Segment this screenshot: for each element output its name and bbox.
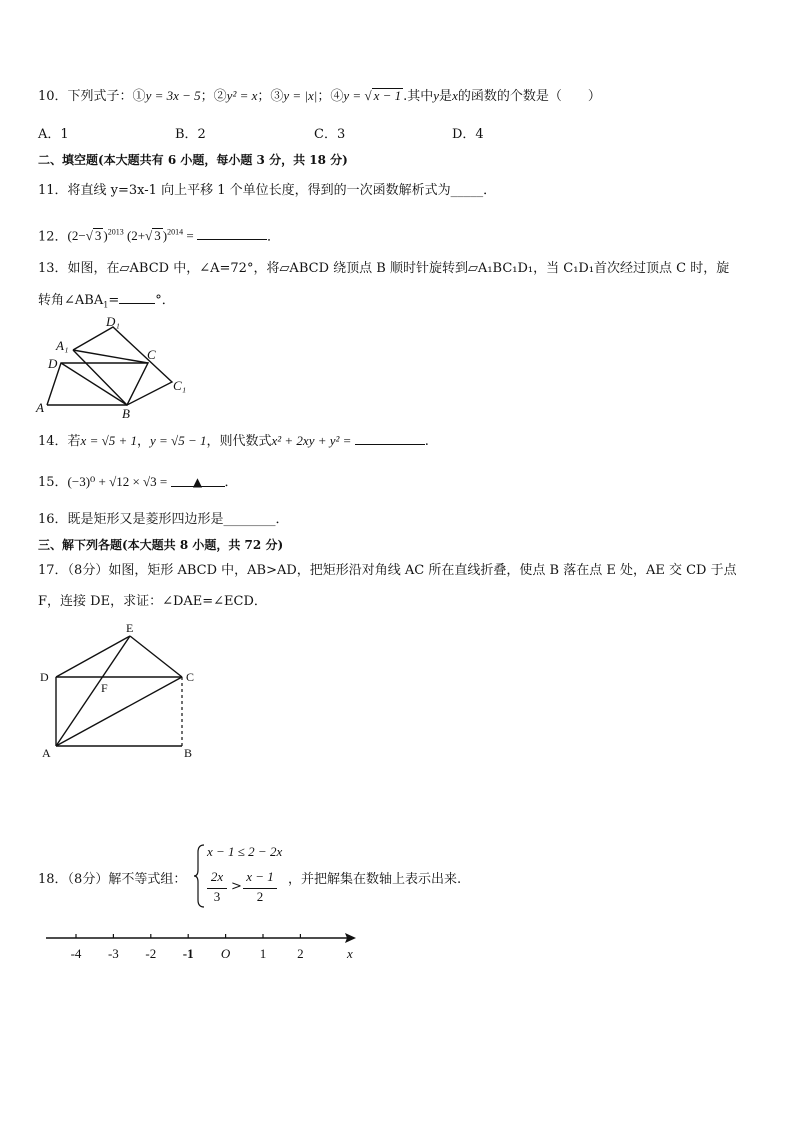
- q18-suffix: ，并把解集在数轴上表示出来.: [288, 872, 462, 887]
- q10-option-a[interactable]: A．1: [38, 127, 69, 142]
- q10-expr-3: y = |x|: [283, 88, 318, 103]
- question-13-line-1: 13．如图，在▱ABCD 中，∠A=72°，将▱ABCD 绕顶点 B 顺时针旋转到▱A₁BC₁D₁，当 C₁D₁首次经过顶点 C 时，旋: [38, 261, 730, 276]
- q18-prefix: 18．（8分）解不等式组：: [38, 872, 187, 887]
- question-17-line-1: 17．（8分）如图，矩形 ABCD 中，AB>AD，把矩形沿对角线 AC 所在直线折叠，使点 B 落在点 E 处，AE 交 CD 于点: [38, 563, 737, 578]
- q10-sep: ；③: [257, 89, 284, 104]
- question-12: 12．(2−√ 3 )$^{2013}$ (2+√ 3 )$^{2014}$ = ．: [38, 223, 280, 247]
- section-3-heading: 三、解下列各题(本大题共 8 小题，共 72 分): [38, 538, 284, 552]
- q12-answer-blank[interactable]: [197, 225, 267, 240]
- question-15: 15．(−3)⁰ + √12 × √3 = ▲ ．: [38, 474, 238, 490]
- q10-expr-1: y = 3x − 5: [145, 88, 201, 103]
- axis-label-x: x: [347, 946, 353, 961]
- q10-sep: ；④: [317, 89, 344, 104]
- q10-option-c[interactable]: C．3: [314, 127, 346, 142]
- label-a: A: [36, 400, 44, 415]
- q10-expr-2: y² = x: [226, 88, 258, 103]
- q15-answer-blank[interactable]: ▲: [171, 472, 225, 487]
- tick-label: 1: [259, 946, 267, 961]
- question-16: 16．既是矩形又是菱形四边形是________．: [38, 512, 289, 527]
- question-14: 14．若x = √5 + 1，y = √5 − 1，则代数式x² + 2xy + y² = .: [38, 430, 429, 452]
- figure-17-rectangle-fold: [34, 620, 204, 760]
- q10-sep: ；②: [200, 89, 227, 104]
- label-c: C: [186, 670, 195, 684]
- label-a: A: [42, 746, 51, 760]
- question-13-line-2: 转角$\angle ABA_1=$ °．: [38, 289, 175, 316]
- q10-option-d[interactable]: D．4: [452, 127, 484, 142]
- label-d1: D₁: [106, 314, 120, 329]
- q14-expression: x² + 2xy + y² =: [271, 433, 355, 448]
- question-18: [38, 842, 558, 912]
- question-17-line-2: F，连接 DE，求证：∠DAE=∠ECD．: [38, 594, 267, 609]
- tick-label: -1: [182, 946, 194, 961]
- question-10: [38, 86, 601, 107]
- q10-var-x: x: [452, 88, 458, 103]
- q18-inequality-2: 2x 3 > x − 1 2: [205, 869, 295, 909]
- q12-number: 12．: [38, 229, 68, 245]
- q14-answer-blank[interactable]: [355, 430, 425, 445]
- label-a1: A₁: [56, 338, 69, 353]
- q18-inequality-1: x − 1 ≤ 2 − 2x: [207, 844, 283, 859]
- q14-y-value: y = √5 − 1: [150, 433, 207, 448]
- tick-label: -3: [107, 946, 119, 961]
- q13-answer-blank[interactable]: [119, 289, 155, 304]
- label-d: D: [40, 670, 49, 684]
- q14-x-value: x = √5 + 1: [80, 433, 137, 448]
- tick-label: -2: [145, 946, 157, 961]
- tick-label: 2: [297, 946, 304, 961]
- label-f: F: [101, 681, 108, 695]
- q10-expr-4: y = √ x − 1: [343, 88, 402, 103]
- label-b: B: [122, 406, 130, 421]
- label-b: B: [184, 746, 193, 760]
- label-c1: C₁: [173, 378, 187, 393]
- q10-tail: 的函数的个数是（ ）: [457, 89, 601, 104]
- label-e: E: [126, 621, 134, 635]
- q12-expression: (2−√ 3 )$^{2013}$ (2+√ 3 )$^{2014}$ =: [67, 228, 197, 244]
- q10-tail: .其中: [403, 89, 434, 104]
- tick-label: -4: [70, 946, 82, 961]
- label-d: D: [48, 356, 58, 371]
- question-11: 11．将直线 y=3x-1 向上平移 1 个单位长度，得到的一次函数解析式为_____．: [38, 183, 497, 198]
- tick-label: O: [220, 946, 231, 961]
- q10-lead: 下列式子：①: [67, 89, 146, 104]
- number-line: [40, 928, 370, 968]
- q15-expression: (−3)⁰ + √12 × √3 =: [67, 474, 171, 489]
- q10-option-b[interactable]: B．2: [175, 127, 206, 142]
- section-2-heading: 二、填空题(本大题共有 6 小题，每小题 3 分，共 18 分): [38, 153, 348, 167]
- q10-number: 10．: [38, 89, 68, 104]
- figure-13-parallelogram: [34, 310, 194, 422]
- q10-var-y: y: [433, 88, 440, 103]
- q10-tail: 是: [439, 89, 453, 104]
- q10-options: [38, 123, 558, 143]
- label-c: C: [147, 347, 156, 362]
